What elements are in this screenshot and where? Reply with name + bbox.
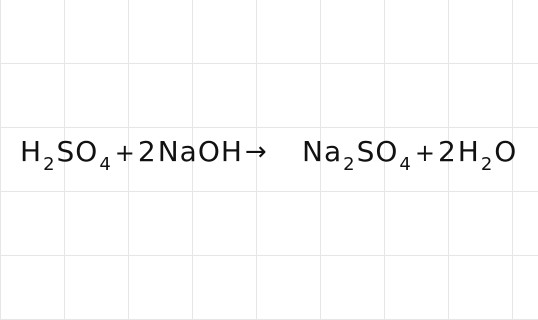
- plus-sign: +: [414, 139, 436, 167]
- element-symbol: H: [20, 135, 43, 168]
- product-sodium-sulfate: [302, 134, 413, 174]
- element-symbol: SO: [356, 135, 399, 168]
- element-symbol: Na: [302, 135, 343, 168]
- coefficient: 2: [137, 135, 157, 168]
- subscript: 2: [480, 154, 494, 175]
- plus-sign: +: [114, 139, 136, 167]
- element-symbol: SO: [56, 135, 99, 168]
- coefficient: 2: [437, 135, 457, 168]
- subscript: 4: [99, 154, 112, 175]
- equation-products: [302, 134, 517, 174]
- formula: NaOH: [157, 135, 243, 168]
- reactant-sodium-hydroxide: [138, 134, 243, 170]
- product-water: [438, 134, 517, 174]
- element-symbol: O: [494, 135, 518, 168]
- subscript: 2: [43, 154, 56, 175]
- subscript: 2: [343, 154, 356, 175]
- reaction-arrow: →: [244, 137, 268, 167]
- chemical-equation: [0, 134, 538, 182]
- subscript: 4: [399, 154, 412, 175]
- reactant-sulfuric-acid: [20, 134, 113, 174]
- equation-reactants: [20, 134, 268, 174]
- element-symbol: H: [457, 135, 480, 168]
